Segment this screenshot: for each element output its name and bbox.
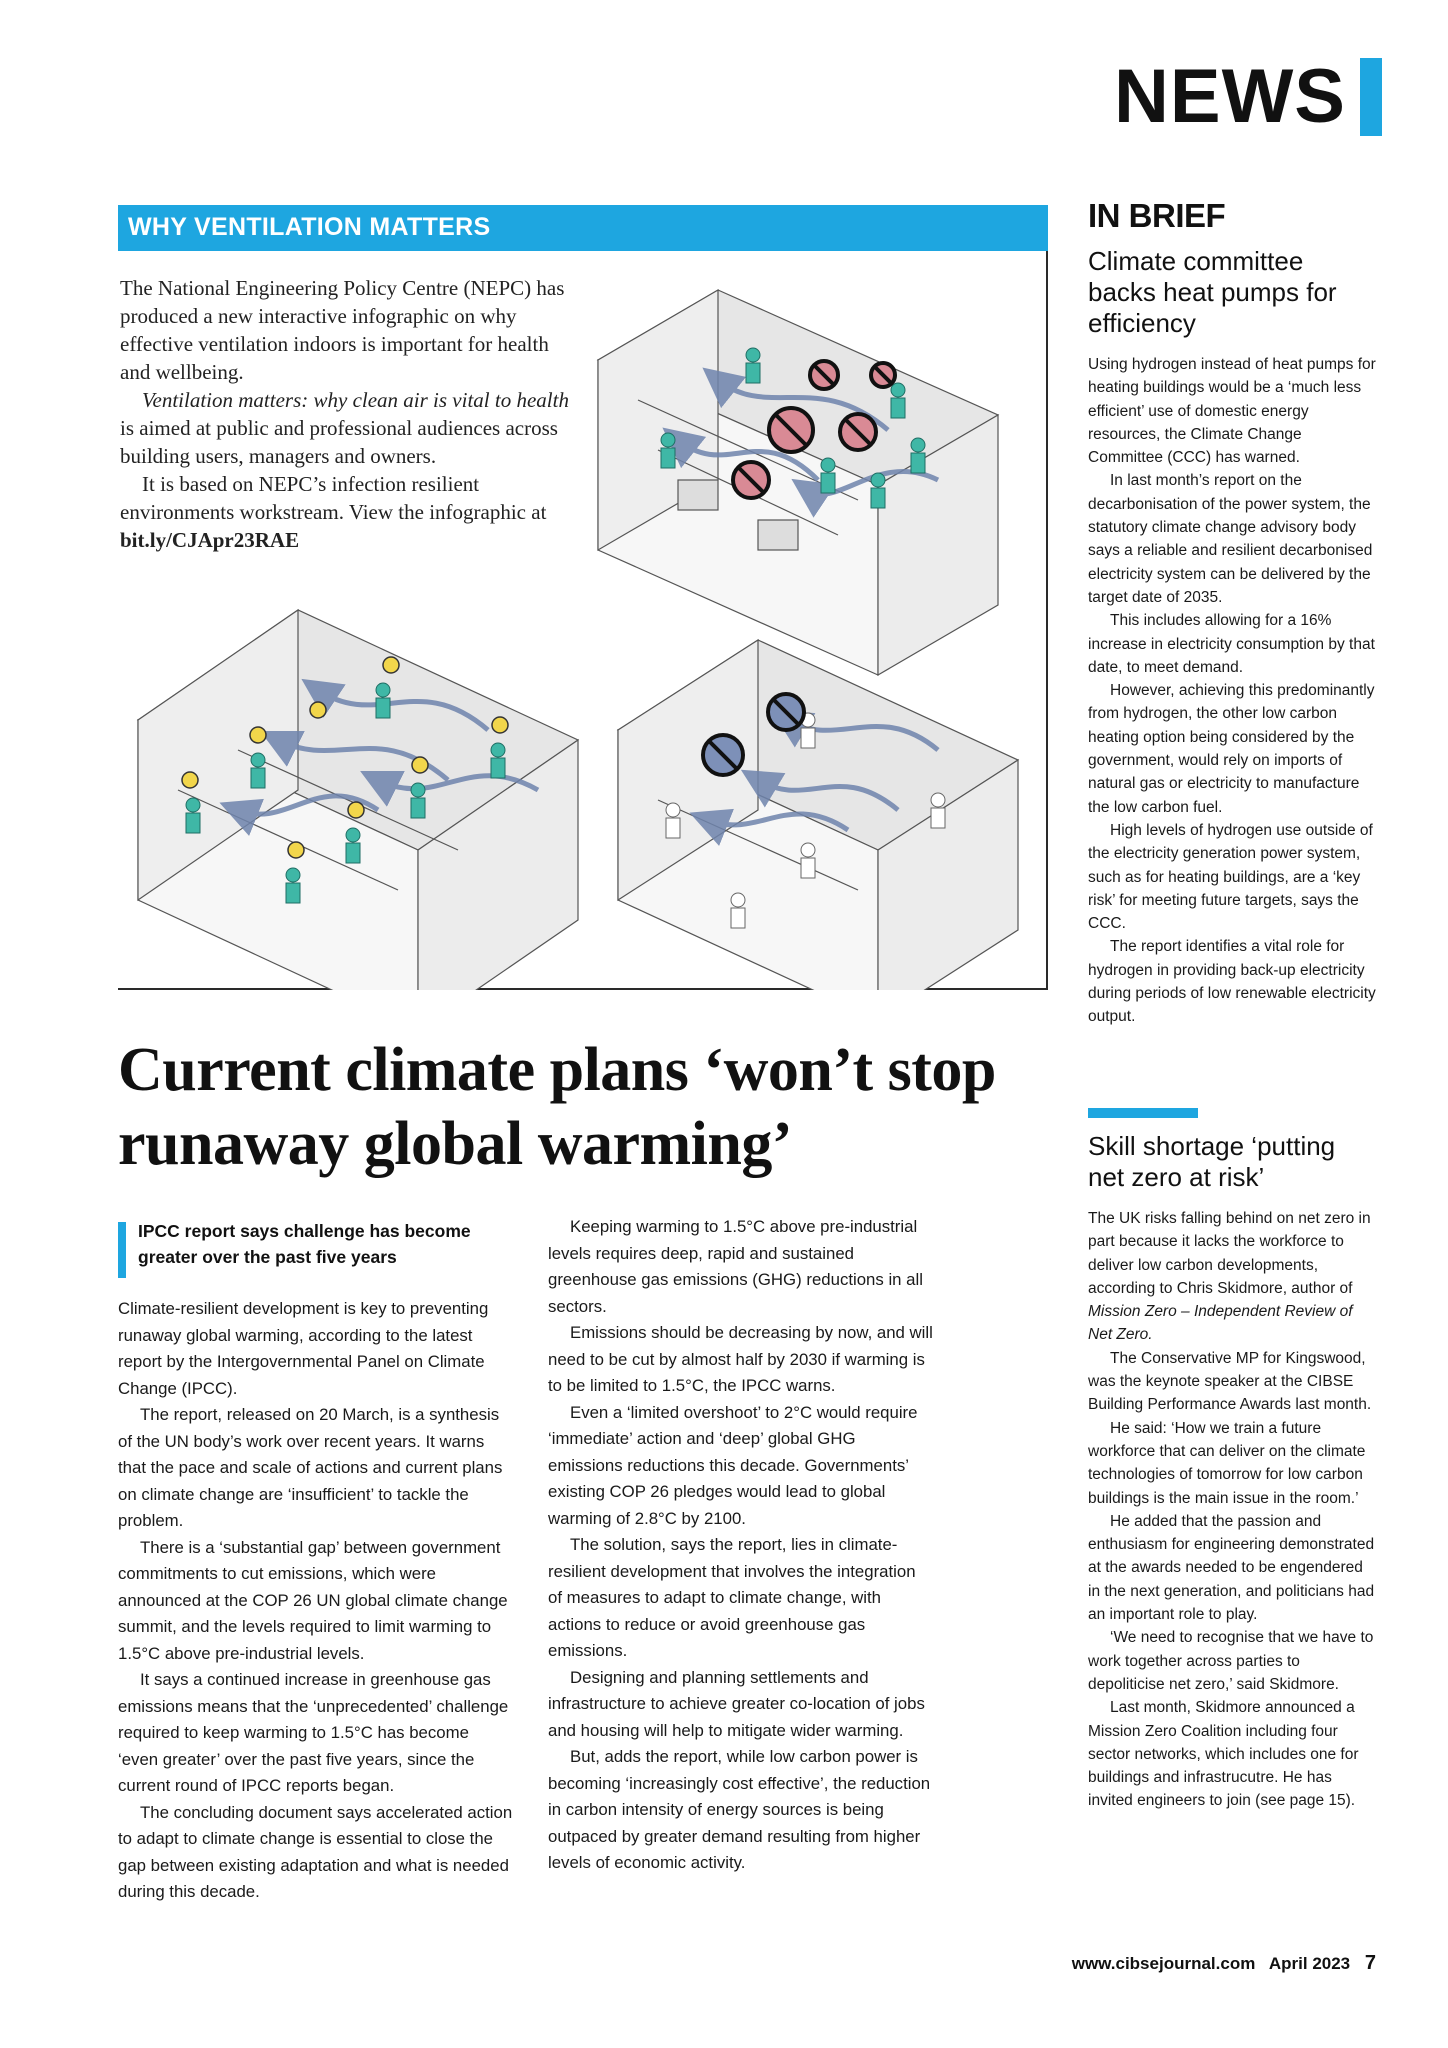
brief-paragraph <box>1088 1207 1378 1347</box>
article-paragraph: Climate-resilient development is key to preventing runaway global warming, according to the latest report by the Intergovernmental Panel on Climate Change (IPCC). <box>118 1299 489 1398</box>
brief-body <box>1088 1207 1378 1813</box>
article-paragraph: Even a ‘limited overshoot’ to 2°C would require ‘immediate’ action and ‘deep’ global GHG emissions reductions this decade. Governments’ existing COP 26 pledges would lead to global warming of 2.8°C by 2100. <box>548 1402 918 1528</box>
brief-paragraph-text: The UK risks falling behind on net zero in part because it lacks the workforce to deliver low carbon developments, according to Chris Skidmore, author of <box>1088 1210 1371 1297</box>
ventilation-paragraph: The National Engineering Policy Centre (NEPC) has produced a new interactive infographic on why effective ventilation indoors is important for health and wellbeing. <box>120 276 565 384</box>
infographic-link[interactable]: bit.ly/CJApr23RAE <box>120 528 300 552</box>
article-paragraph: The report, released on 20 March, is a synthesis of the UN body’s work over recent years. It warns that the pace and scale of actions and current plans on climate change are ‘insufficient’ to tackle the problem. <box>118 1405 503 1530</box>
ventilation-paragraph <box>120 386 580 470</box>
section-header <box>1114 54 1382 139</box>
section-accent-bar <box>1360 58 1382 136</box>
article-paragraph: Designing and planning settlements and infrastructure to achieve greater co-location of jobs and housing will help to mitigate wider warming. <box>548 1667 925 1740</box>
ventilation-title: WHY VENTILATION MATTERS <box>128 213 491 241</box>
article-paragraph: The concluding document says accelerated action to adapt to climate change is essential to close the gap between existing adaptation and what is needed during this decade. <box>118 1802 513 1901</box>
brief-body <box>1088 353 1378 1029</box>
brief-paragraph: Using hydrogen instead of heat pumps for heating buildings would be a ‘much less efficient’ use of domestic energy resources, the Climate Change Committee (CCC) has warned. <box>1088 356 1376 467</box>
article-paragraph: Keeping warming to 1.5°C above pre-industrial levels requires deep, rapid and sustained greenhouse gas emissions (GHG) reductions in all sectors. <box>548 1217 923 1316</box>
article-paragraph: The solution, says the report, lies in climate-resilient development that involves the integration of measures to adapt to climate change, with actions to reduce or avoid greenhouse gas emissions. <box>548 1535 916 1660</box>
brief-paragraph: ‘We need to recognise that we have to work together across parties to depoliticise net zero,’ said Skidmore. <box>1088 1629 1374 1693</box>
brief-paragraph: The Conservative MP for Kingswood, was the keynote speaker at the CIBSE Building Performance Awards last month. <box>1088 1349 1372 1414</box>
brief-paragraph: The report identifies a vital role for hydrogen in providing back-up electricity during periods of low renewable electricity output. <box>1088 938 1376 1026</box>
room-infected <box>598 290 998 675</box>
ventilation-paragraph-text: It is based on NEPC’s infection resilient environments workstream. View the infographic at <box>120 472 547 524</box>
section-title: NEWS <box>1114 54 1346 139</box>
article-paragraph: It says a continued increase in greenhouse gas emissions means that the ‘unprecedented’ challenge required to keep warming to 1.5°C has become ‘even greater’ over the past five years, since the current round of IPCC reports began. <box>118 1670 509 1795</box>
infographic-title: Ventilation matters: why clean air is vital to health <box>142 388 569 412</box>
article-standfirst: IPCC report says challenge has become greater over the past five years <box>138 1221 471 1267</box>
brief-headline: Climate committee backs heat pumps for efficiency <box>1088 246 1337 338</box>
ventilation-body <box>120 274 580 554</box>
article-column-2 <box>548 1214 933 1877</box>
brief-paragraph: High levels of hydrogen use outside of the electricity generation power system, such as for heating buildings, are a ‘key risk’ for meeting future targets, says the CCC. <box>1088 821 1373 933</box>
standfirst-accent-bar <box>118 1222 126 1278</box>
article-paragraph: Emissions should be decreasing by now, and will need to be cut by almost half by 2030 if warming is to be limited to 1.5°C, the IPCC warns. <box>548 1323 933 1395</box>
article-headline: Current climate plans ‘won’t stop runaway global warming’ <box>118 1036 996 1178</box>
article-column-1 <box>118 1296 513 1906</box>
brief-paragraph: Last month, Skidmore announced a Mission Zero Coalition including four sector networks, which includes one for buildings and infrastrucutre. He has invited engineers to join (see page 15). <box>1088 1699 1359 1810</box>
article-paragraph: There is a ‘substantial gap’ between government commitments to cut emissions, which were announced at the COP 26 UN global climate change summit, and the levels required to limit warming to 1.5°C above pre-industrial levels. <box>118 1537 508 1663</box>
brief-paragraph: He added that the passion and enthusiasm for engineering demonstrated at the awards needed to be engendered in the next generation, and politicians had an important role to play. <box>1088 1512 1375 1624</box>
brief-divider <box>1088 1108 1198 1118</box>
footer-issue: April 2023 <box>1268 1954 1351 1973</box>
review-title: Mission Zero – Independent Review of Net Zero. <box>1088 1303 1353 1344</box>
brief-paragraph: He said: ‘How we train a future workforce that can deliver on the climate technologies of tomorrow for low carbon buildings is the main issue in the room.’ <box>1088 1419 1366 1507</box>
page-footer <box>1072 1952 1376 1975</box>
article-paragraph: But, adds the report, while low carbon power is becoming ‘increasingly cost effective’, the reduction in carbon intensity of energy sources is being outpaced by greater demand resulting from higher levels of economic activity. <box>548 1747 931 1872</box>
brief-paragraph: However, achieving this predominantly from hydrogen, the other low carbon heating option being considered by the government, would rely on imports of natural gas or electricity to manufacture the low carbon fuel. <box>1088 682 1375 816</box>
in-brief-title: IN BRIEF <box>1088 197 1226 234</box>
ventilation-paragraph-text: is aimed at public and professional audiences across building users, managers and owners. <box>120 416 558 468</box>
footer-url[interactable]: www.cibsejournal.com <box>1071 1954 1256 1973</box>
brief-paragraph: In last month’s report on the decarbonisation of the power system, the statutory climate change advisory body says a reliable and resilient decarbonised electricity system can be delivered by the target date of 2035. <box>1088 472 1373 606</box>
ventilation-paragraph <box>120 470 580 554</box>
brief-paragraph: This includes allowing for a 16% increase in electricity consumption by that date, to meet demand. <box>1088 612 1375 676</box>
brief-headline: Skill shortage ‘putting net zero at risk’ <box>1088 1131 1336 1192</box>
page-number: 7 <box>1364 1952 1376 1974</box>
